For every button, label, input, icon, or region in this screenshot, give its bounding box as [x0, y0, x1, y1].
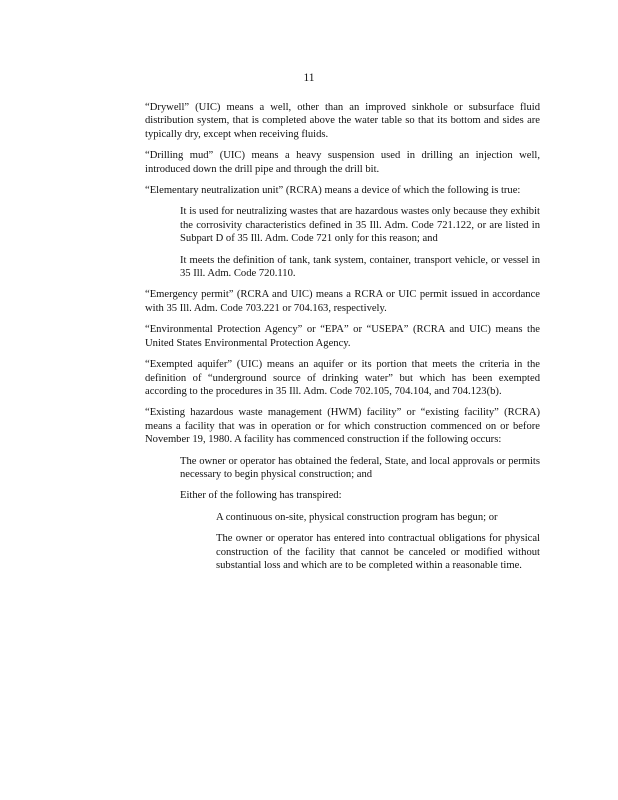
- definition-emergency-permit: “Emergency permit” (RCRA and UIC) means a RCRA or UIC permit issued in accordance with 35 Ill. Adm. Code 703.221 or 704.163, respectively.: [145, 289, 540, 314]
- definition-epa: “Environmental Protection Agency” or “EPA” or “USEPA” (RCRA and UIC) means the United States Environmental Protection Agency.: [145, 324, 540, 349]
- condition-contractual-obligations: The owner or operator has entered into contractual obligations for physical construction of the facility that cannot be canceled or modified without substantial loss and which are to be completed within a reasonable time.: [216, 533, 540, 571]
- criterion-tank-definition: It meets the definition of tank, tank system, container, transport vehicle, or vessel in 35 Ill. Adm. Code 720.110.: [180, 254, 540, 280]
- condition-construction-program: A continuous on-site, physical construction program has begun; or: [216, 511, 498, 523]
- definition-drywell: “Drywell” (UIC) means a well, other than an improved sinkhole or subsurface fluid distribution system, that is completed above the water table so that its bottom and sides are typically dry, except when receiving fluids.: [145, 102, 540, 140]
- definition-drilling-mud: “Drilling mud” (UIC) means a heavy suspension used in drilling an injection well, introduced down the drill pipe and through the drill bit.: [145, 150, 540, 175]
- condition-either-transpired: Either of the following has transpired:: [180, 490, 342, 502]
- condition-approvals-obtained: The owner or operator has obtained the federal, State, and local approvals or permits necessary to begin physical construction; and: [180, 455, 540, 480]
- definition-existing-hwm-facility: “Existing hazardous waste management (HWM) facility” or “existing facility” (RCRA) means a facility that was in operation or for which construction commenced on or before November 19, 1980. A facility has commenced construction if the following occurs:: [145, 407, 540, 446]
- page-body: [145, 101, 540, 580]
- criterion-corrosivity: It is used for neutralizing wastes that are hazardous wastes only because they exhibit the corrosivity characteristics defined in 35 Ill. Adm. Code 721.122, or are listed in Subpart D of 35 Ill. Adm. Code 721 only for this reason; and: [180, 206, 540, 245]
- definition-elementary-neutralization-unit: “Elementary neutralization unit” (RCRA) means a device of which the following is true:: [145, 185, 521, 197]
- page-number: 11: [303, 72, 315, 84]
- definition-exempted-aquifer: “Exempted aquifer” (UIC) means an aquifer or its portion that meets the criteria in the definition of “underground source of drinking water” but which has been exempted according to the procedures in 35 Ill. Adm. Code 702.105, 704.104, and 704.123(b).: [145, 359, 540, 397]
